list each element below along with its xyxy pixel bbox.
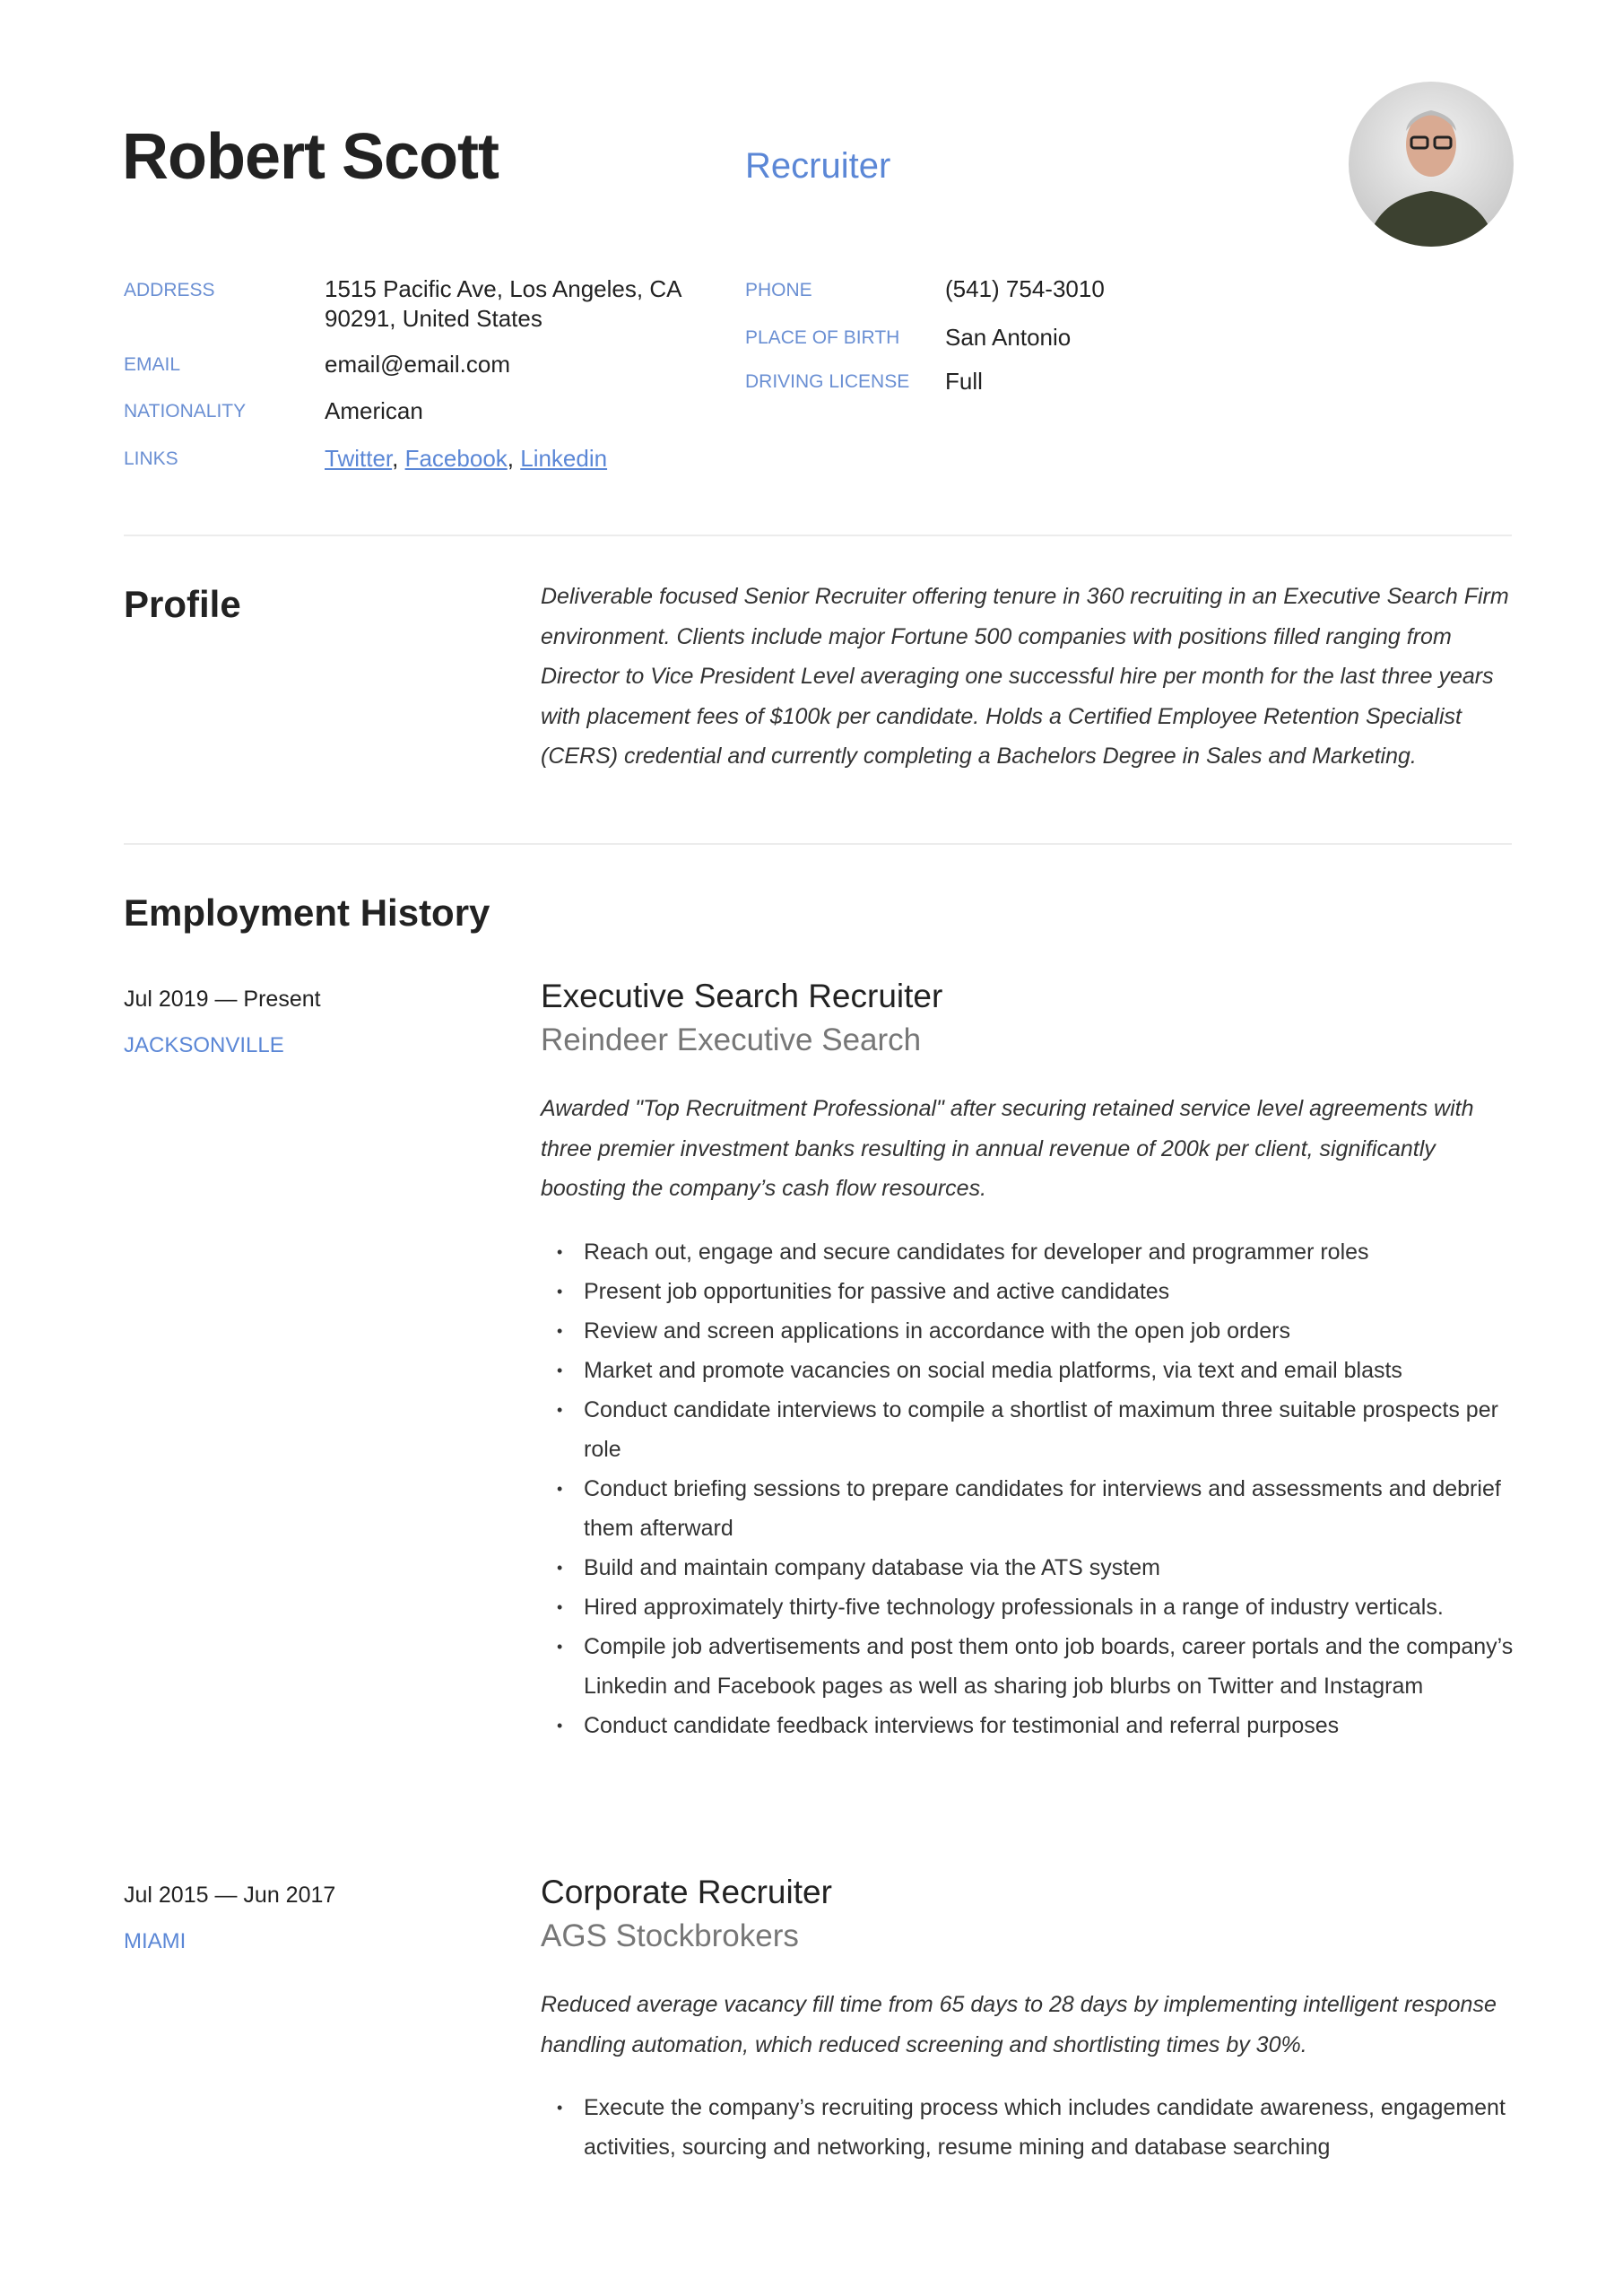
job-dates: Jul 2015 — Jun 2017 [124, 1883, 336, 1908]
list-item: • Market and promote vacancies on social media platforms, via text and email blasts [541, 1351, 1518, 1390]
job-entry [541, 1874, 1518, 2167]
job-summary: Awarded "Top Recruitment Professional" after securing retained service level agreements with three premier investment banks resulting in annual revenue of 200k per client, significantly boosting the company’s cash flow resources. [541, 1096, 1474, 1201]
job-company: Reindeer Executive Search [541, 1022, 922, 1057]
links-value: Twitter, Facebook, Linkedin [325, 445, 608, 472]
job-bullets [541, 2088, 1518, 2167]
twitter-link[interactable]: Twitter [325, 445, 393, 472]
list-item: • Conduct candidate feedback interviews for testimonial and referral purposes [541, 1706, 1518, 1745]
list-item: • Build and maintain company database via the ATS system [541, 1548, 1518, 1587]
job-city: JACKSONVILLE [124, 1033, 284, 1057]
job-title: Recruiter [745, 146, 891, 186]
job-dates: Jul 2019 — Present [124, 987, 321, 1012]
list-item: • Reach out, engage and secure candidates for developer and programmer roles [541, 1232, 1518, 1272]
job-entry [541, 978, 1518, 1745]
list-item: • Conduct briefing sessions to prepare candidates for interviews and assessments and debrief them afterward [541, 1469, 1518, 1548]
profile-photo [1349, 82, 1514, 247]
email-label: EMAIL [124, 354, 181, 375]
nationality-label: NATIONALITY [124, 401, 247, 422]
nationality-value: American [325, 397, 423, 424]
address-value: 1515 Pacific Ave, Los Angeles, CA 90291, United States [325, 275, 681, 332]
profile-heading: Profile [124, 583, 241, 625]
address-label: ADDRESS [124, 280, 215, 300]
linkedin-link[interactable]: Linkedin [520, 445, 608, 472]
list-item: • Hired approximately thirty-five technology professionals in a range of industry verticals. [541, 1587, 1518, 1627]
birthplace-value: San Antonio [945, 324, 1072, 351]
job-bullets [541, 1232, 1518, 1745]
job-title: Executive Search Recruiter [541, 978, 943, 1014]
links-label: LINKS [124, 448, 178, 469]
license-label: DRIVING LICENSE [745, 371, 910, 392]
job-company: AGS Stockbrokers [541, 1918, 799, 1953]
list-item: • Present job opportunities for passive and active candidates [541, 1272, 1518, 1311]
facebook-link[interactable]: Facebook [404, 445, 508, 472]
list-item: • Review and screen applications in accordance with the open job orders [541, 1311, 1518, 1351]
phone-value: (541) 754-3010 [945, 275, 1105, 302]
birthplace-label: PLACE OF BIRTH [745, 327, 900, 348]
candidate-name: Robert Scott [122, 121, 499, 193]
divider [124, 843, 1512, 845]
list-item: • Compile job advertisements and post them onto job boards, career portals and the company’s Linkedin and Facebook pages as well as sharing job blurbs on Twitter and Instagram [541, 1627, 1518, 1706]
job-city: MIAMI [124, 1929, 187, 1953]
list-item: • Conduct candidate interviews to compile a shortlist of maximum three suitable prospects per role [541, 1390, 1518, 1469]
phone-label: PHONE [745, 280, 812, 300]
list-item: • Execute the company’s recruiting process which includes candidate awareness, engagement activities, sourcing and networking, resume mining and database searching [541, 2088, 1518, 2167]
job-title: Corporate Recruiter [541, 1874, 832, 1910]
email-value: email@email.com [325, 351, 510, 378]
profile-text: Deliverable focused Senior Recruiter offering tenure in 360 recruiting in an Executive Search Firm environment. Clients include major Fortune 500 companies with positions filled ranging from Director to Vice President Level averaging one successful hire per month for the last three years with placement fees of $100k per candidate. Holds a Certified Employee Retention Specialist (CERS) credential and currently completing a Bachelors Degree in Sales and Marketing. [541, 584, 1509, 769]
job-summary: Reduced average vacancy fill time from 65 days to 28 days by implementing intelligent response handling automation, which reduced screening and shortlisting times by 30%. [541, 1992, 1497, 2057]
license-value: Full [945, 368, 983, 395]
employment-heading: Employment History [124, 891, 490, 934]
divider [124, 535, 1512, 536]
